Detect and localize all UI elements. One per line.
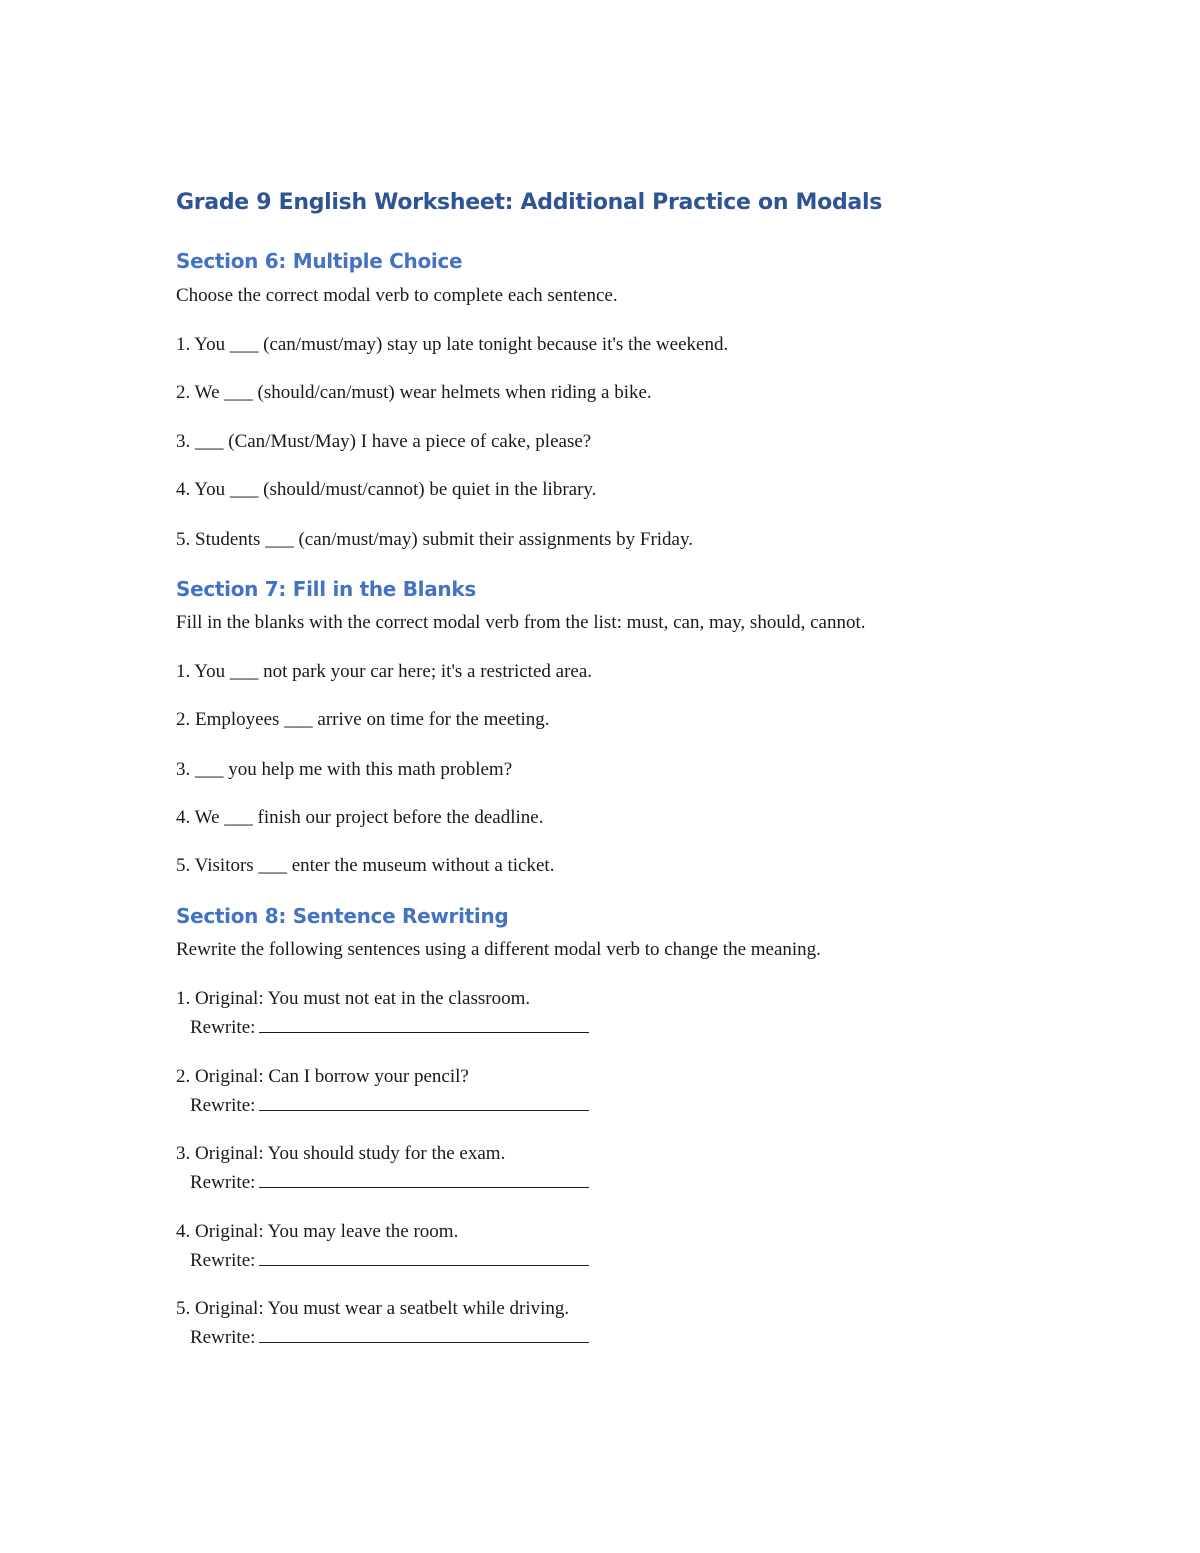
section-6-question-1: 1. You ___ (can/must/may) stay up late tonight because it's the weekend.	[176, 334, 729, 355]
section-8-original-2: 2. Original: Can I borrow your pencil?	[176, 1066, 469, 1087]
answer-line	[259, 1171, 589, 1188]
section-6-question-3: 3. ___ (Can/Must/May) I have a piece of cake, please?	[176, 431, 592, 452]
section-8-heading: Section 8: Sentence Rewriting	[176, 904, 509, 928]
section-8-rewrite-4	[190, 1249, 589, 1272]
answer-line	[259, 1249, 589, 1266]
rewrite-label: Rewrite:	[190, 1327, 256, 1348]
section-6-heading: Section 6: Multiple Choice	[176, 249, 463, 273]
section-7-question-2: 2. Employees ___ arrive on time for the meeting.	[176, 709, 550, 730]
section-7-question-4: 4. We ___ finish our project before the deadline.	[176, 807, 544, 828]
section-8-rewrite-5	[190, 1326, 589, 1349]
section-8-original-4: 4. Original: You may leave the room.	[176, 1221, 459, 1242]
section-8-rewrite-2	[190, 1094, 589, 1117]
section-7-instruction: Fill in the blanks with the correct modal verb from the list: must, can, may, should, cannot.	[176, 612, 866, 633]
rewrite-label: Rewrite:	[190, 1095, 256, 1116]
section-7-question-3: 3. ___ you help me with this math problem?	[176, 759, 513, 780]
section-8-original-1: 1. Original: You must not eat in the classroom.	[176, 988, 531, 1009]
answer-line	[259, 1016, 589, 1033]
answer-line	[259, 1326, 589, 1343]
section-8-rewrite-3	[190, 1171, 589, 1194]
section-8-rewrite-1	[190, 1016, 589, 1039]
rewrite-label: Rewrite:	[190, 1017, 256, 1038]
section-6-question-5: 5. Students ___ (can/must/may) submit their assignments by Friday.	[176, 529, 693, 550]
section-6-question-4: 4. You ___ (should/must/cannot) be quiet in the library.	[176, 479, 597, 500]
rewrite-label: Rewrite:	[190, 1250, 256, 1271]
section-6-question-2: 2. We ___ (should/can/must) wear helmets when riding a bike.	[176, 382, 652, 403]
section-6-instruction: Choose the correct modal verb to complete each sentence.	[176, 285, 618, 306]
section-7-question-5: 5. Visitors ___ enter the museum without a ticket.	[176, 855, 555, 876]
rewrite-label: Rewrite:	[190, 1172, 256, 1193]
section-8-original-3: 3. Original: You should study for the exam.	[176, 1143, 506, 1164]
section-8-original-5: 5. Original: You must wear a seatbelt while driving.	[176, 1298, 570, 1319]
page-title: Grade 9 English Worksheet: Additional Practice on Modals	[176, 190, 882, 215]
section-7-question-1: 1. You ___ not park your car here; it's a restricted area.	[176, 661, 593, 682]
section-8-instruction: Rewrite the following sentences using a different modal verb to change the meaning.	[176, 939, 821, 960]
section-7-heading: Section 7: Fill in the Blanks	[176, 577, 476, 601]
answer-line	[259, 1094, 589, 1111]
